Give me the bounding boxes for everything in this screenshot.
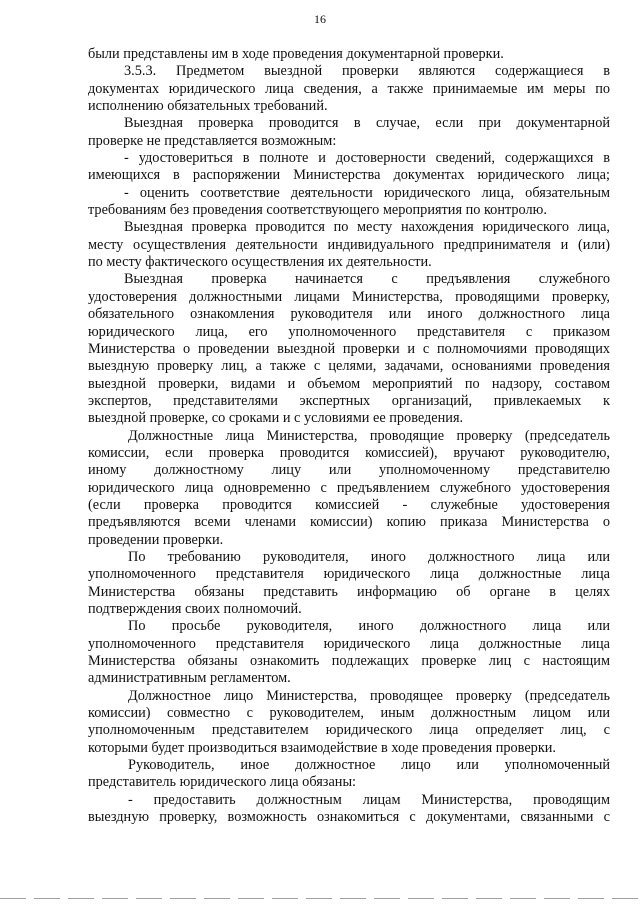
text-line: - удостовериться в полноте и достоверности сведений, содержащихся в: [124, 150, 610, 167]
text-line: уполномоченным представителем юридического лица определяет лиц, с: [88, 722, 610, 739]
text-line: проверке не представляется возможным:: [88, 132, 337, 149]
text-line: документах юридического лица сведения, а также принимаемые им меры по: [88, 80, 610, 97]
text-line: обязательного ознакомления руководителя или иного должностного лица: [88, 306, 610, 323]
text-line: выездной проверке, со сроками и с условиями ее проведения.: [88, 410, 464, 427]
text-line: Выездная проверка проводится по месту нахождения юридического лица,: [124, 219, 610, 236]
text-line: Выездная проверка начинается с предъявления служебного: [124, 271, 610, 288]
text-line: были представлены им в ходе проведения документарной проверки.: [88, 46, 504, 62]
text-line: По просьбе руководителя, иного должностного лица или: [128, 618, 610, 635]
text-line: комиссии, если проверка проводится комиссией), вручают руководителю,: [88, 444, 610, 461]
text-line: Должностные лица Министерства, проводящие проверку (председатель: [128, 427, 610, 444]
text-line: уполномоченного представителя юридического лица должностные лица: [88, 566, 610, 583]
text-line: - оценить соответствие деятельности юридического лица, обязательным: [124, 184, 610, 201]
text-line: Министерства о проведении выездной проверки и с полномочиями проводящих: [88, 340, 610, 357]
text-line: уполномоченного представителя юридического лица должностные лица: [88, 635, 610, 652]
text-line: предъявляются всеми членами комиссии) копию приказа Министерства о: [88, 514, 610, 531]
text-line: комиссии) совместно с руководителем, иным должностным лицом или: [88, 705, 610, 722]
text-line: юридического лица, его уполномоченного представителя с приказом: [88, 323, 610, 340]
text-line: выездную проверку, возможность ознакомиться с документами, связанными с: [88, 809, 610, 826]
document-body: [88, 46, 610, 826]
text-line: (если проверка проводится комиссией - служебные удостоверения: [88, 496, 610, 513]
text-line: 3.5.3. Предметом выездной проверки являются содержащиеся в: [124, 63, 610, 80]
text-line: Министерства обязаны представить информацию об органе в целях: [88, 583, 610, 600]
text-line: Руководитель, иное должностное лицо или уполномоченный: [128, 757, 610, 774]
text-line: месту осуществления деятельности индивидуального предпринимателя и (или): [88, 236, 610, 253]
text-line: административным регламентом.: [88, 670, 291, 687]
text-line: удостоверения должностными лицами Министерства, проводящими проверку,: [88, 288, 610, 305]
text-line: подтверждения своих полномочий.: [88, 601, 302, 617]
page-edge-rule: [0, 898, 640, 899]
text-line: представитель юридического лица обязаны:: [88, 774, 357, 791]
text-line: По требованию руководителя, иного должностного лица или: [128, 548, 610, 565]
text-line: которыми будет производиться взаимодействие в ходе проведения проверки.: [88, 739, 557, 756]
text-line: требованиям без проведения соответствующего мероприятия по контролю.: [88, 202, 547, 219]
text-line: Министерства обязаны ознакомить подлежащих проверке лиц с настоящим: [88, 653, 610, 670]
text-line: экспертов, представителями экспертных организаций, привлекаемых к: [88, 392, 610, 409]
text-line: - предоставить должностным лицам Министерства, проводящим: [128, 791, 610, 808]
text-line: выездную проверку лиц, а также с целями, задачами, основаниями проведения: [88, 358, 610, 375]
text-line: выездной проверки, видами и объемом мероприятий по надзору, составом: [88, 375, 610, 392]
text-line: имеющихся в распоряжении Министерства документах юридического лица;: [88, 167, 610, 184]
text-line: иному должностному лицу или уполномоченному представителю: [88, 462, 610, 479]
text-line: Выездная проверка проводится в случае, если при документарной: [124, 115, 610, 132]
text-line: по месту фактического осуществления их деятельности.: [88, 254, 432, 271]
text-line: юридического лица одновременно с предъявлением служебного удостоверения: [88, 479, 610, 496]
text-line: исполнению обязательных требований.: [88, 98, 328, 115]
page-number: 16: [314, 12, 326, 26]
text-line: Должностное лицо Министерства, проводящее проверку (председатель: [128, 687, 610, 704]
text-line: проведении проверки.: [88, 531, 224, 548]
